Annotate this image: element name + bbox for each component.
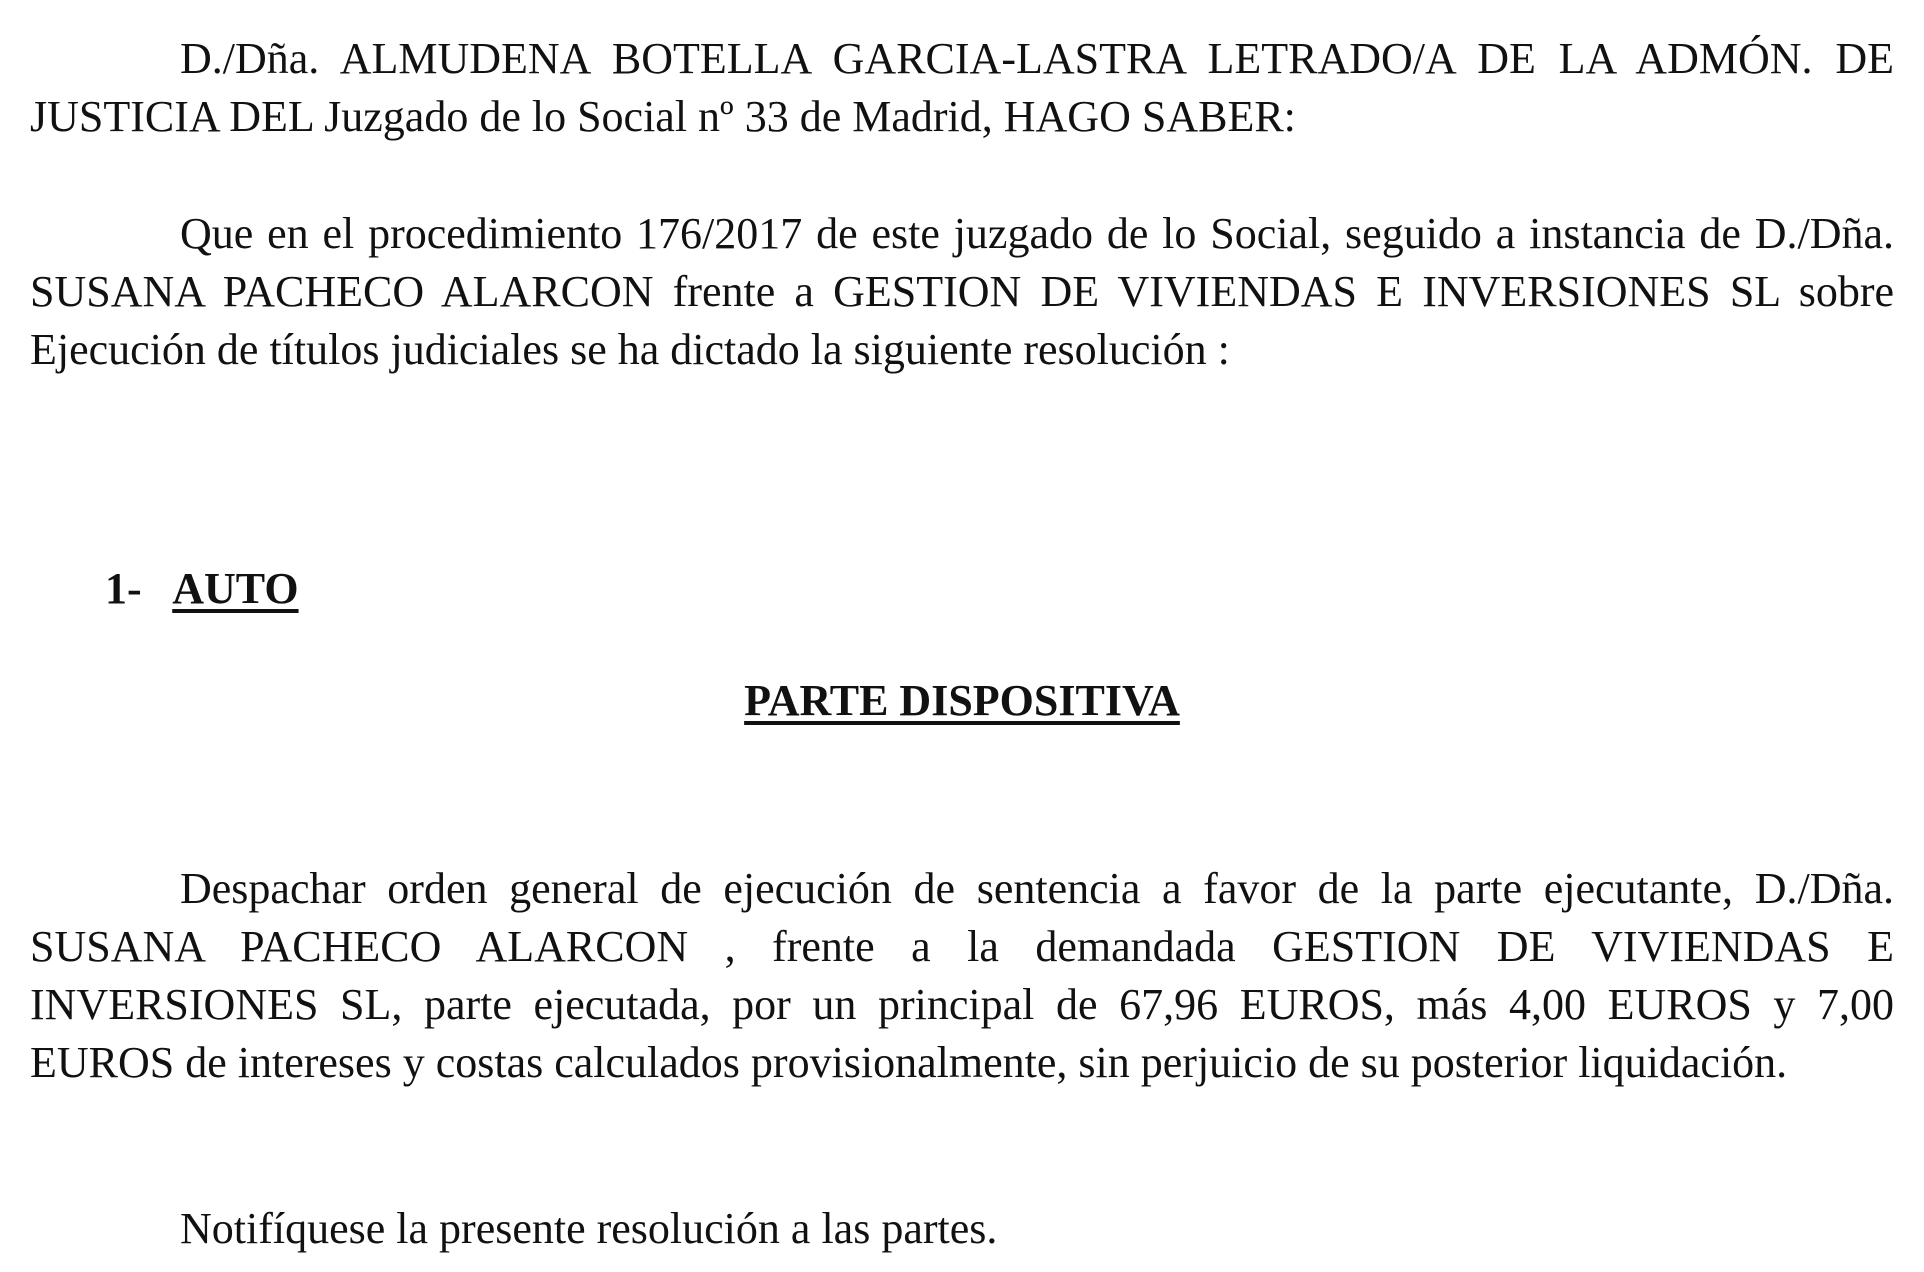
procedure-paragraph: Que en el procedimiento 176/2017 de este juzgado de lo Social, seguido a instancia de D./Dña. SUSANA PACHECO ALARCON frente a GESTION DE VIVIENDAS E INVERSIONES SL sobre Ejecución de títulos judiciales se ha dictado la siguiente resolución : — [30, 209, 1894, 374]
notification-paragraph: Notifíquese la presente resolución a las partes. — [180, 1204, 998, 1253]
intro-paragraph: D./Dña. ALMUDENA BOTELLA GARCIA-LASTRA LETRADO/A DE LA ADMÓN. DE JUSTICIA DEL Juzgado de lo Social nº 33 de Madrid, HAGO SABER: — [30, 34, 1894, 141]
section-auto — [105, 560, 299, 618]
section-number: 1- — [105, 564, 142, 613]
dispositiva-paragraph: Despachar orden general de ejecución de sentencia a favor de la parte ejecutante, D./Dña. SUSANA PACHECO ALARCON , frente a la demandada GESTION DE VIVIENDAS E INVERSIONES SL, parte ejecutada, por un principal de 67,96 EUROS, más 4,00 EUROS y 7,00 EUROS de intereses y costas calculados provisionalmente, sin perjuicio de su posterior liquidación. — [30, 864, 1894, 1087]
section-title: AUTO — [172, 564, 299, 613]
parte-dispositiva-heading: PARTE DISPOSITIVA — [744, 676, 1180, 725]
